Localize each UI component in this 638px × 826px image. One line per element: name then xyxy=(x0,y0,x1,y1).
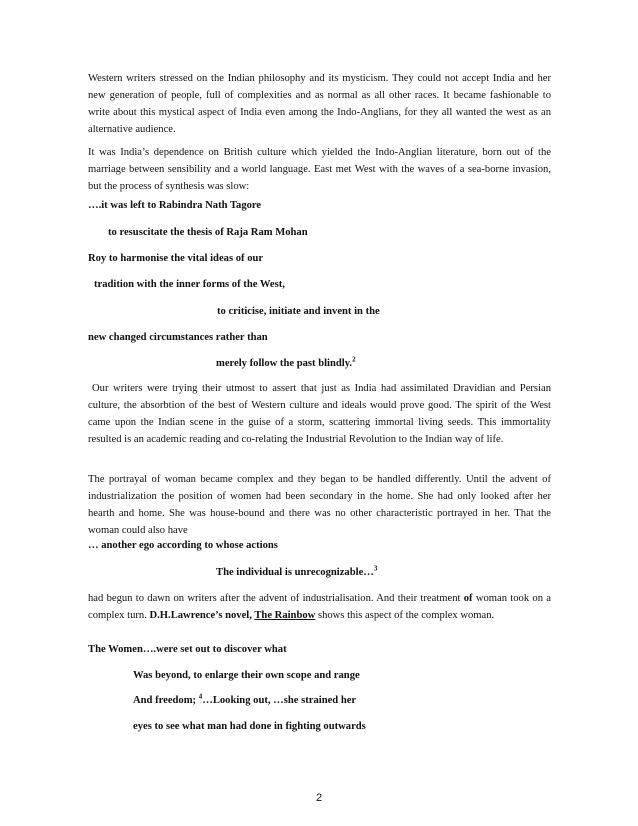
novel-title: The Rainbow xyxy=(254,610,316,621)
quote2-line-1: … another ego according to whose actions xyxy=(88,540,278,551)
quote-line-7-text: merely follow the past blindly. xyxy=(216,358,353,369)
quote-line-3: Roy to harmonise the vital ideas of our xyxy=(88,253,264,264)
p5-text-b: woman took on a complex turn. xyxy=(88,593,551,621)
quote-line-2: to resuscitate the thesis of Raja Ram Mohan xyxy=(108,227,308,238)
quote-line-1: ….it was left to Rabindra Nath Tagore xyxy=(88,200,262,211)
p5-text-a: had begun to dawn on writers after the advent of industrialisation. And their treatment xyxy=(88,593,464,604)
quote-line-5: to criticise, initiate and invent in the xyxy=(217,306,380,317)
footnote-ref-2: 2 xyxy=(352,355,356,364)
paragraph-western-writers: Western writers stressed on the Indian philosophy and its mysticism. They could not accept India and her new generation of people, full of complexities and as normal as all other races. It became fashionable to write about this mystical aspect of India even among the Indo-Anglians, for they all wanted the west as an alternative audience. xyxy=(88,73,551,135)
quote3-line-3 xyxy=(133,694,356,708)
paragraph-india-dependence: It was India’s dependence on British culture which yielded the Indo-Anglian literature, born out of the marriage between sensibility and a world language. East met West with the waves of a sea-borne invasion, but the process of synthesis was slow: xyxy=(88,147,551,192)
quote-line-6: new changed circumstances rather than xyxy=(88,332,268,343)
footnote-ref-3: 3 xyxy=(373,564,378,573)
quote-line-4: tradition with the inner forms of the West, xyxy=(94,279,285,290)
paragraph-our-writers: Our writers were trying their utmost to assert that just as India had assimilated Dravidian and Persian culture, the absorbtion of the best of Western culture and ideals would prove good. The spirit of the West came upon the Indian scene in the guise of a storm, scattering immortal living seeds. This immortality resulted is an academic reading and co-relating the Industrial Revolution to the Indian way of life. xyxy=(88,383,551,445)
paragraph-industrialisation xyxy=(88,590,551,624)
quote3-line-4: eyes to see what man had done in fighting outwards xyxy=(133,721,366,732)
p5-bold-of: of xyxy=(463,593,473,604)
p5-author: D.H.Lawrence’s novel, xyxy=(149,610,255,621)
quote-line-7 xyxy=(216,357,356,371)
quote2-line-2-text: The individual is unrecognizable… xyxy=(216,567,374,578)
quote3-line-3-a: And freedom; xyxy=(133,695,199,706)
quote3-line-3-b: …Looking out, …she strained her xyxy=(202,695,357,706)
quote3-line-2: Was beyond, to enlarge their own scope and range xyxy=(133,670,360,681)
page-number: 2 xyxy=(315,792,323,804)
quote3-line-1: The Women….were set out to discover what xyxy=(88,644,287,655)
footnote-ref-4: 4 xyxy=(198,692,203,701)
p5-text-c: shows this aspect of the complex woman. xyxy=(315,610,495,621)
quote2-line-2 xyxy=(216,566,377,580)
paragraph-portrayal-of-woman: The portrayal of woman became complex and they began to be handled differently. Until the advent of industrialization the position of women had been secondary in the home. She had only looked after her hearth and home. She was house-bound and there was no other characteristic portrayed in her. That the woman could also have xyxy=(88,474,551,536)
